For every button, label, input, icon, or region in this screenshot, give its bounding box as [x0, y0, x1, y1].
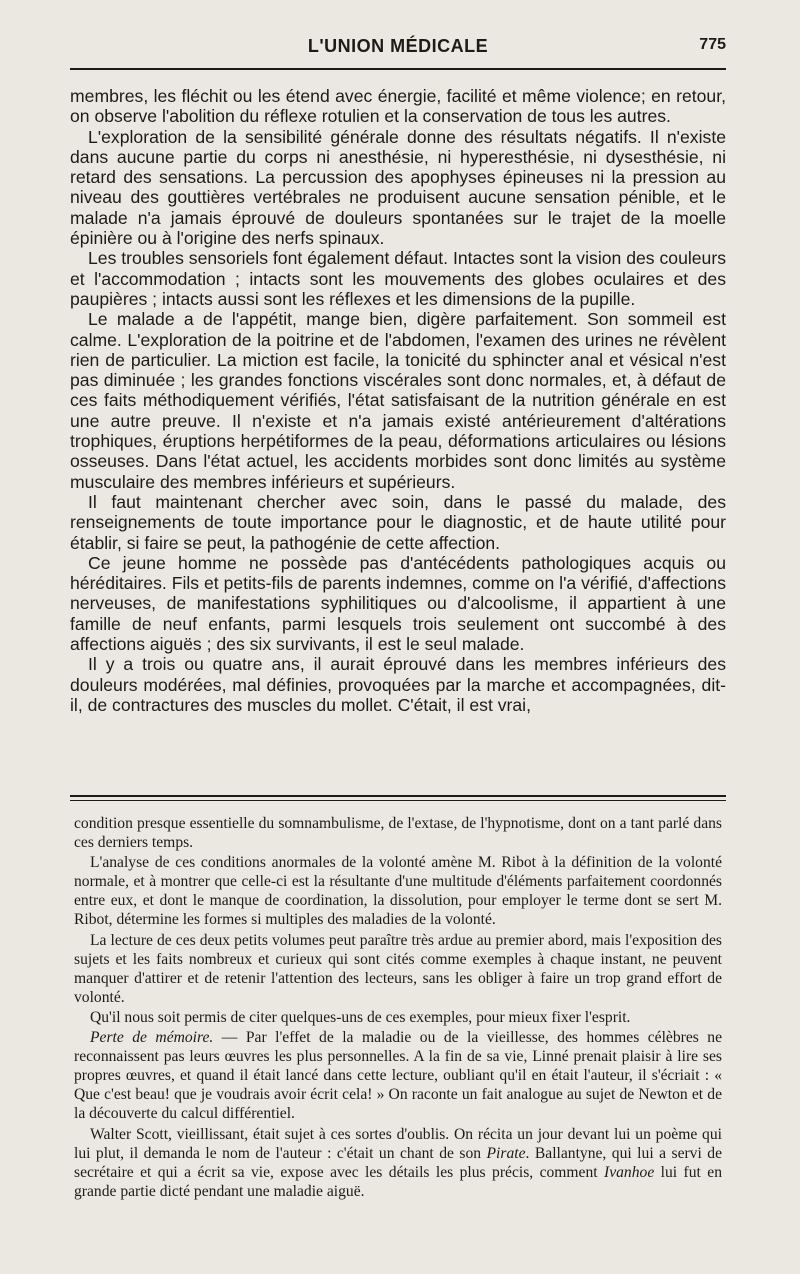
work-title-italic: Pirate	[486, 1144, 526, 1162]
note-paragraph: Qu'il nous soit permis de citer quelques-uns de ces exemples, pour mieux fixer l'esprit.	[90, 1008, 631, 1026]
note-text: Walter Scott, vieillissant, était sujet à ces sortes d'oublis. On récita un jour devant lui un poème qui lui plut, il demanda le nom de l'auteur : c'était un chant de son	[74, 1125, 722, 1162]
note-text: — Par l'effet de la maladie ou de la vieillesse, des hommes célèbres ne reconnaissent pas leurs œuvres les plus personnelles. A la fin de sa vie, Linné prenait plaisir à lire ses propres œuvres, et quand il était lancé dans cette lecture, oubliant qu'il en était l'auteur, il s'écriait : « Que c'est beau! que je voudrais avoir écrit cela! » On raconte un fait analogue au sujet de Newton et de la découverte du calcul différentiel.	[74, 1029, 723, 1123]
paragraph: Le malade a de l'appétit, mange bien, digère parfaitement. Son sommeil est calme. L'exploration de la poitrine et de l'abdomen, l'examen des urines ne révèlent rien de particulier. La miction est facile, la tonicité du sphincter anal et vésical n'est pas diminuée ; les grandes fonctions viscérales sont donc normales, et, à défaut de ces faits méthodiquement vérifiés, l'état satisfaisant de la nutrition générale en est une autre preuve. Il n'existe et n'a jamais existé antérieurement d'altérations trophiques, éruptions herpétiformes de la peau, déformations articulaires ou lésions osseuses. Dans l'état actuel, les accidents morbides sont donc limités au système musculaire des membres inférieurs et supérieurs.	[70, 309, 726, 492]
note-text: lui fut en grande partie dicté pendant une maladie aiguë.	[74, 1163, 722, 1200]
note-paragraph: La lecture de ces deux petits volumes peut paraître très ardue au premier abord, mais l'exposition des sujets et les faits nombreux et curieux qui sont cités comme exemples à chaque instant, ne peuvent manquer d'attirer et de retenir l'attention des lecteurs, sans les obliger à faire un trop grand effort de volonté.	[74, 931, 722, 1006]
paragraph: Il y a trois ou quatre ans, il aurait éprouvé dans les membres inférieurs des douleurs modérées, mal définies, provoquées par la marche et accompagnées, dit-il, de contractures des muscles du mollet. C'était, il est vrai,	[70, 654, 726, 715]
feuilleton-rule-thin	[70, 800, 726, 801]
header-rule	[70, 68, 726, 70]
work-title-italic: Ivanhoe	[604, 1163, 655, 1181]
paragraph: L'exploration de la sensibilité générale donne des résultats négatifs. Il n'existe dans aucune partie du corps ni anesthésie, ni hyperesthésie, ni dysesthésie, ni retard des sensations. La percussion des apophyses épineuses ni la pression au niveau des gouttières vertébrales ne produisent aucune sensation pénible, et le malade n'a jamais éprouvé de douleurs spontanées sur le trajet de la moelle épinière ou à l'origine des nerfs spinaux.	[70, 126, 726, 249]
running-header	[70, 36, 726, 62]
page-number: 775	[699, 36, 726, 53]
note-paragraph: L'analyse de ces conditions anormales de la volonté amène M. Ribot à la définition de la volonté normale, et à montrer que celle-ci est la résultante d'une multitude d'éléments parfaitement coordonnés entre eux, et dont le manque de coordination, la dissolution, pour employer le terme dont se sert M. Ribot, détermine les formes si multiples des maladies de la volonté.	[74, 854, 722, 929]
note-lead-italic: Perte de mémoire.	[90, 1029, 214, 1047]
note-paragraph: condition presque essentielle du somnambulisme, de l'extase, de l'hypnotisme, dont on a tant parlé dans ces derniers temps.	[74, 815, 722, 852]
note-text: . Ballantyne, qui lui a servi de secrétaire et qui a écrit sa vie, expose avec les détails les plus précis, comment	[74, 1144, 722, 1181]
paragraph: Il faut maintenant chercher avec soin, dans le passé du malade, des renseignements de toute importance pour le diagnostic, et de haute utilité pour établir, si faire se peut, la pathogénie de cette affection.	[70, 491, 726, 553]
paragraph: membres, les fléchit ou les étend avec énergie, facilité et même violence; en retour, on observe l'abolition du réflexe rotulien et la conservation de tous les autres.	[70, 86, 726, 127]
paragraph: Ce jeune homme ne possède pas d'antécédents pathologiques acquis ou héréditaires. Fils et petits-fils de parents indemnes, comme on l'a vérifié, d'affections nerveuses, de manifestations syphilitiques ou d'alcoolisme, il appartient à une famille de neuf enfants, parmi lesquels trois seulement ont succombé à des affections aiguës ; des six survivants, il est le seul malade.	[70, 552, 726, 655]
note-paragraph	[74, 1125, 722, 1201]
journal-title: L'UNION MÉDICALE	[307, 36, 489, 56]
feuilleton-rule	[70, 795, 726, 797]
paragraph: Les troubles sensoriels font également défaut. Intactes sont la vision des couleurs et l'accommodation ; intacts sont les mouvements des globes oculaires et des paupières ; intacts aussi sont les réflexes et les dimensions de la pupille.	[70, 248, 726, 309]
note-paragraph	[74, 1028, 722, 1123]
feuilleton-text	[74, 814, 722, 1202]
main-text	[70, 86, 726, 715]
